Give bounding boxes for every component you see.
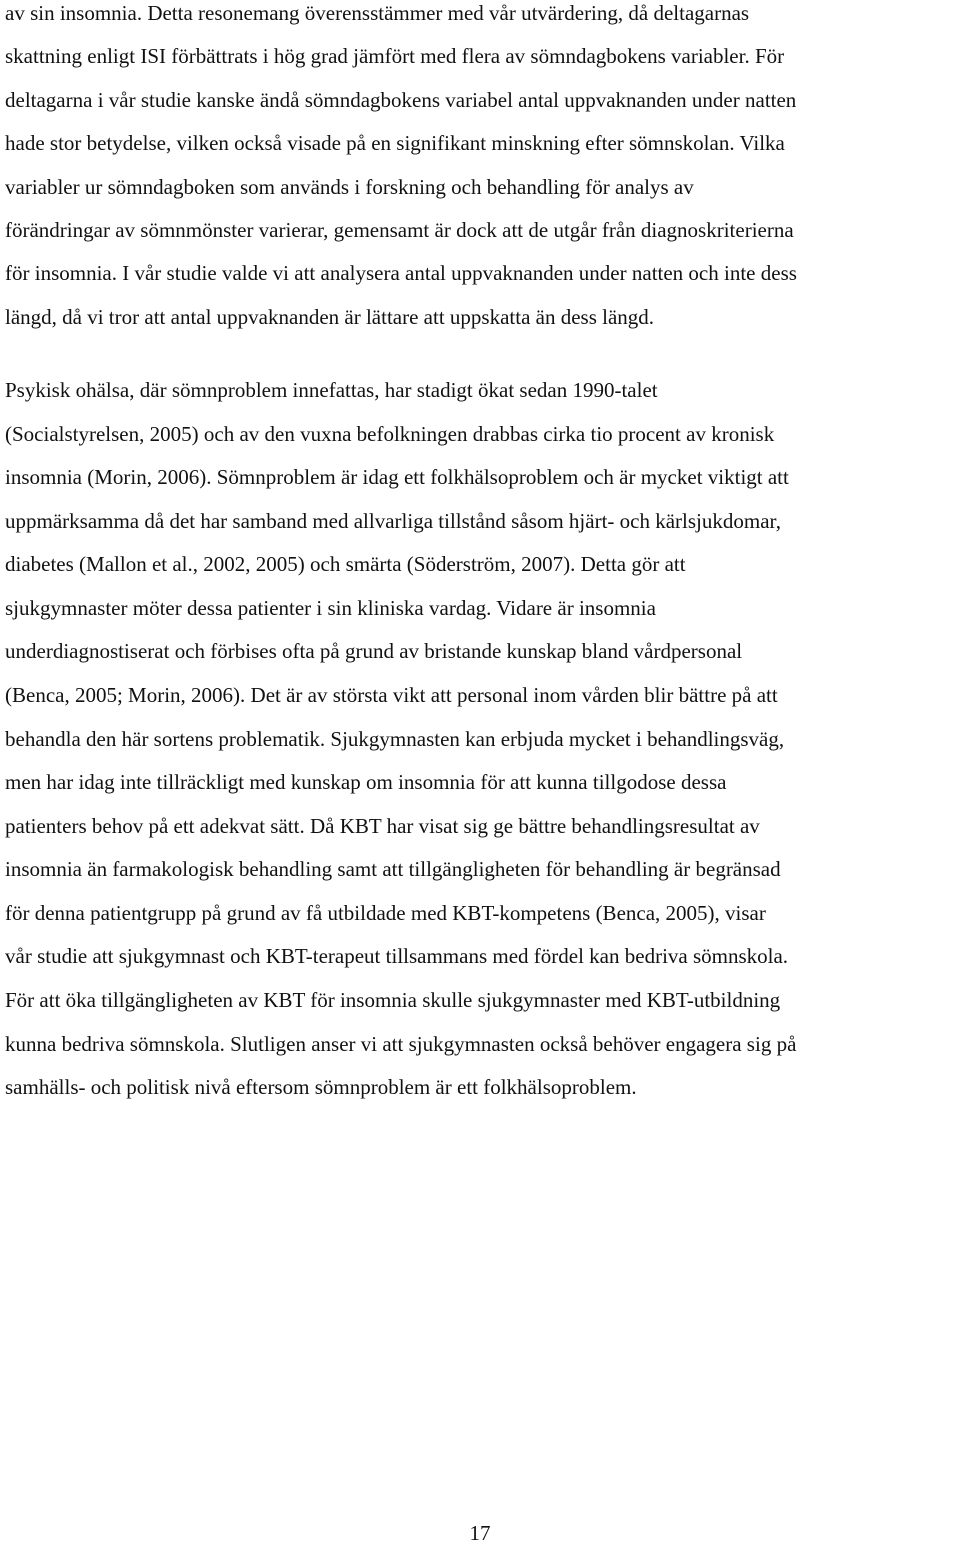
text-line: behandla den här sortens problematik. Sjukgymnasten kan erbjuda mycket i behandlingsväg, bbox=[5, 727, 785, 751]
text-line: kunna bedriva sömnskola. Slutligen anser vi att sjukgymnasten också behöver engagera sig på bbox=[5, 1032, 797, 1056]
text-line: deltagarna i vår studie kanske ändå sömndagbokens variabel antal uppvaknanden under natten bbox=[5, 88, 797, 112]
text-line: men har idag inte tillräckligt med kunskap om insomnia för att kunna tillgodose dessa bbox=[5, 770, 727, 794]
text-line: underdiagnostiserat och förbises ofta på grund av bristande kunskap bland vårdpersonal bbox=[5, 639, 743, 663]
text-line: sjukgymnaster möter dessa patienter i sin kliniska vardag. Vidare är insomnia bbox=[5, 596, 656, 620]
text-line: uppmärksamma då det har samband med allvarliga tillstånd såsom hjärt- och kärlsjukdomar, bbox=[5, 509, 781, 533]
text-line: insomnia (Morin, 2006). Sömnproblem är idag ett folkhälsoproblem och är mycket viktigt att bbox=[5, 465, 789, 489]
text-line: (Benca, 2005; Morin, 2006). Det är av största vikt att personal inom vården blir bättre på att bbox=[5, 683, 778, 707]
text-line: För att öka tillgängligheten av KBT för insomnia skulle sjukgymnaster med KBT-utbildning bbox=[5, 988, 781, 1012]
text-line: förändringar av sömnmönster varierar, gemensamt är dock att de utgår från diagnoskriterierna bbox=[5, 218, 794, 242]
text-line: längd, då vi tror att antal uppvaknanden är lättare att uppskatta än dess längd. bbox=[5, 305, 655, 329]
text-line: (Socialstyrelsen, 2005) och av den vuxna befolkningen drabbas cirka tio procent av kronisk bbox=[5, 422, 775, 446]
text-line: Psykisk ohälsa, där sömnproblem innefattas, har stadigt ökat sedan 1990-talet bbox=[5, 378, 658, 402]
text-line: för insomnia. I vår studie valde vi att analysera antal uppvaknanden under natten och inte dess bbox=[5, 261, 797, 285]
text-line: diabetes (Mallon et al., 2002, 2005) och smärta (Söderström, 2007). Detta gör att bbox=[5, 552, 686, 576]
text-line: vår studie att sjukgymnast och KBT-terapeut tillsammans med fördel kan bedriva sömnskola. bbox=[5, 944, 789, 968]
text-line: skattning enligt ISI förbättrats i hög grad jämfört med flera av sömndagbokens variabler. För bbox=[5, 44, 785, 68]
page-number: 17 bbox=[469, 1521, 491, 1545]
text-line: för denna patientgrupp på grund av få utbildade med KBT-kompetens (Benca, 2005), visar bbox=[5, 901, 766, 925]
text-line: av sin insomnia. Detta resonemang överensstämmer med vår utvärdering, då deltagarnas bbox=[5, 1, 750, 25]
text-line: patienters behov på ett adekvat sätt. Då KBT har visat sig ge bättre behandlingsresultat av bbox=[5, 814, 760, 838]
text-line: variabler ur sömndagboken som används i forskning och behandling för analys av bbox=[5, 175, 694, 199]
text-line: samhälls- och politisk nivå eftersom sömnproblem är ett folkhälsoproblem. bbox=[5, 1075, 637, 1099]
text-line: insomnia än farmakologisk behandling samt att tillgängligheten för behandling är begränsad bbox=[5, 857, 781, 881]
text-line: hade stor betydelse, vilken också visade på en signifikant minskning efter sömnskolan. Vilka bbox=[5, 131, 785, 155]
